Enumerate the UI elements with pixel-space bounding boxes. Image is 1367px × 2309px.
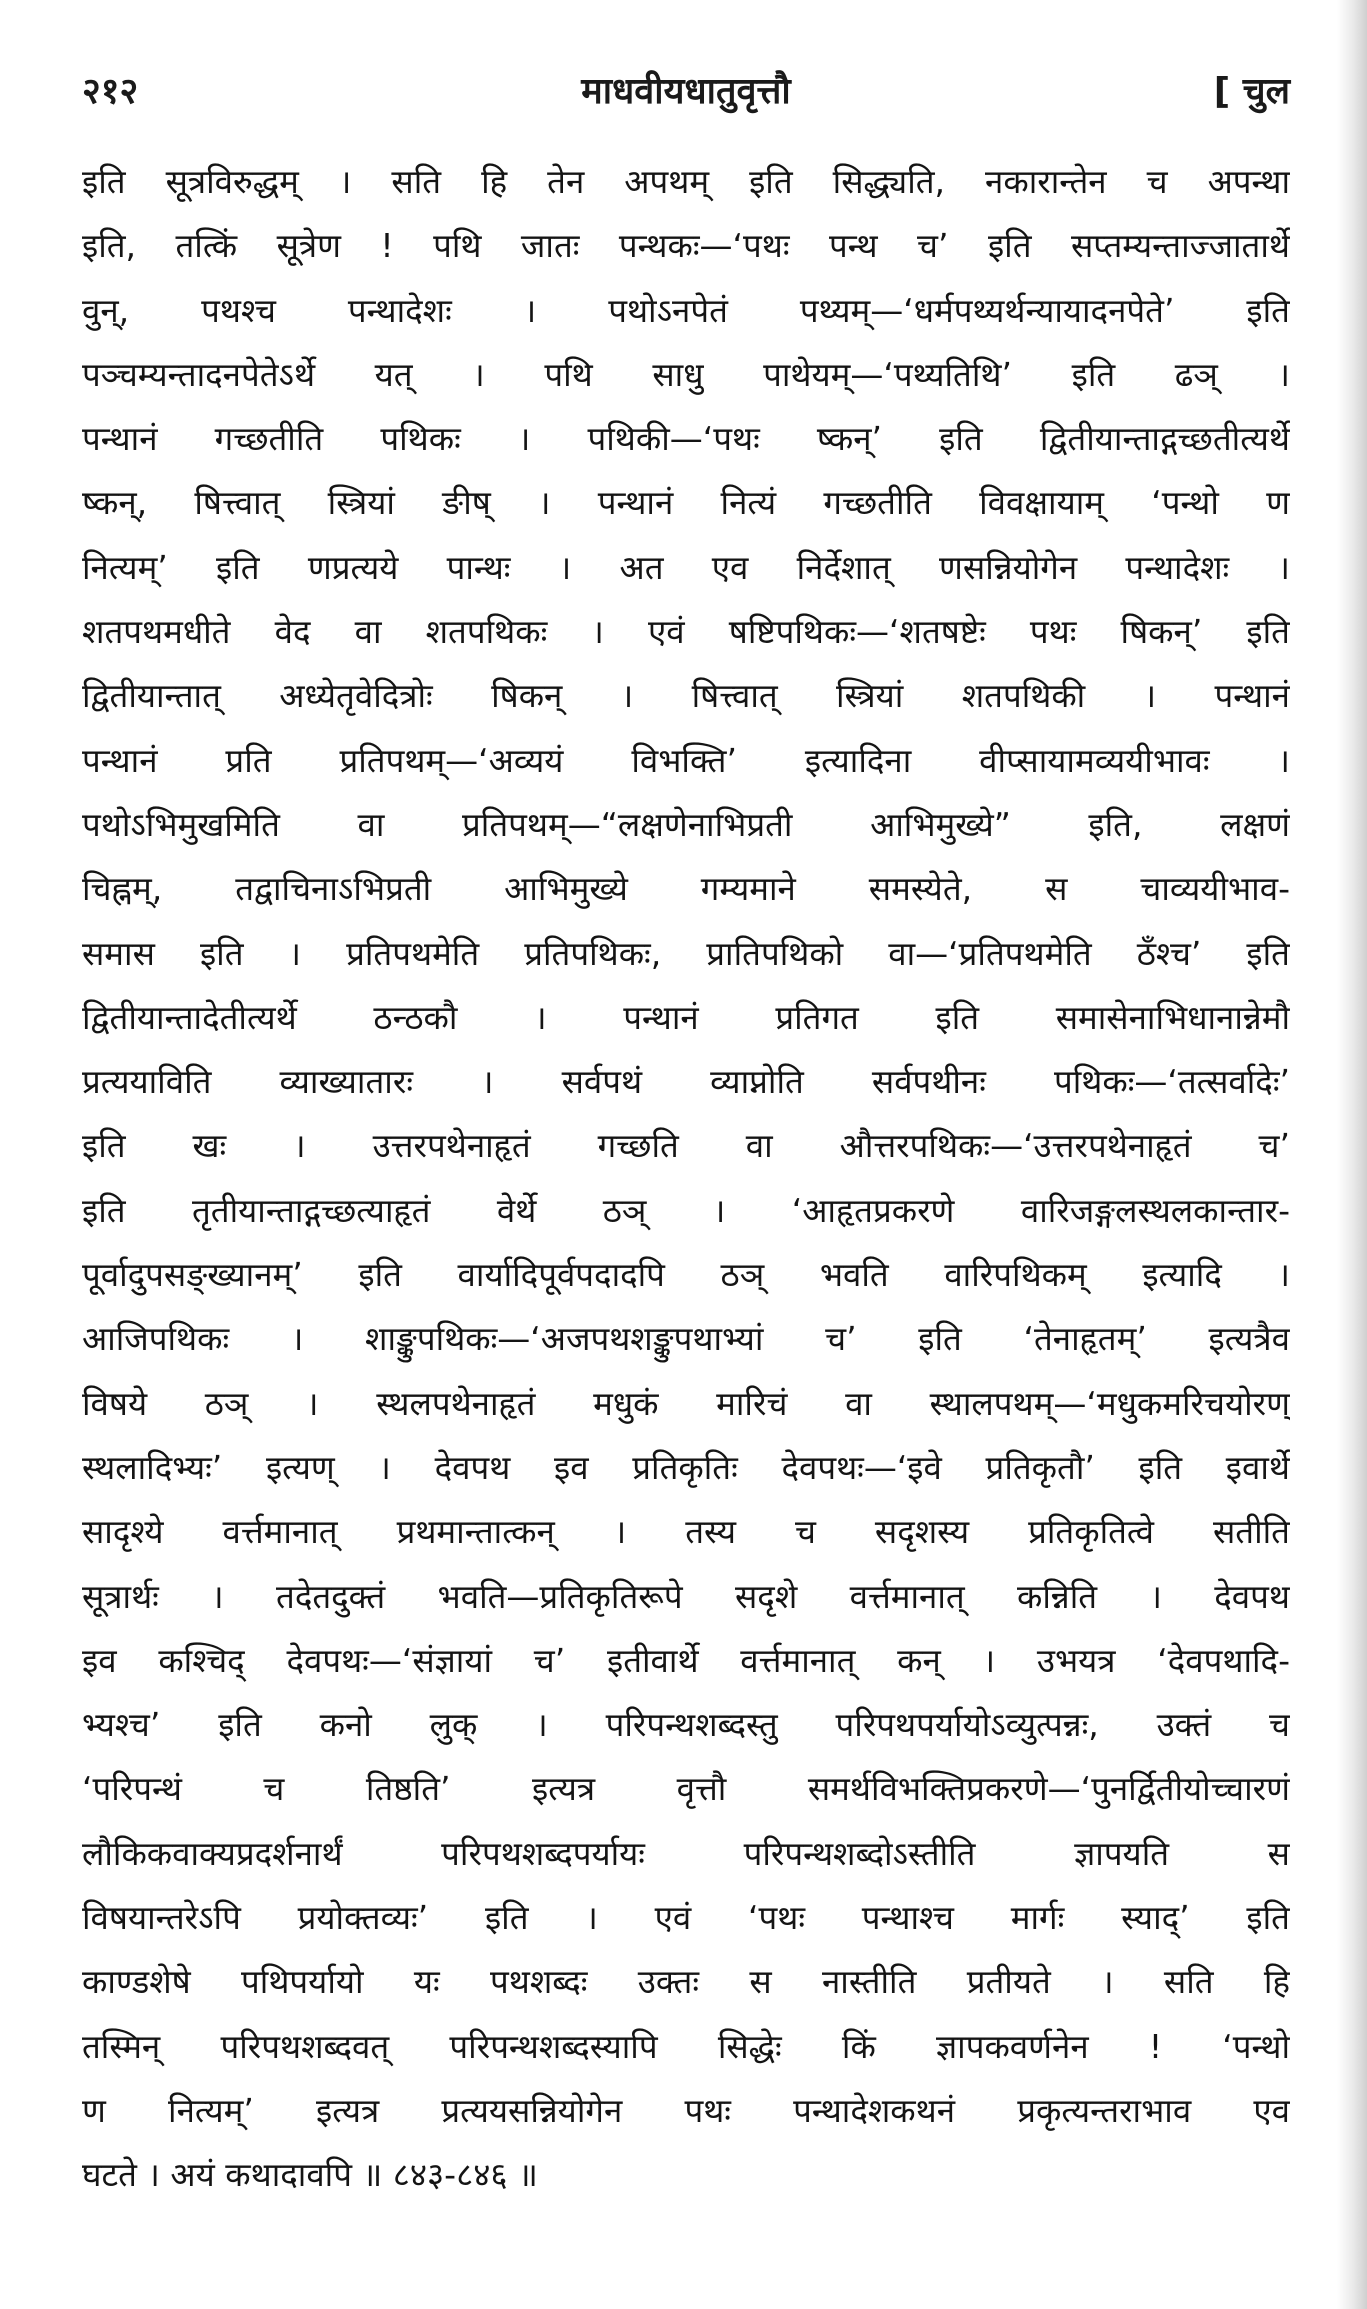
text-line: पथोऽभिमुखमिति वा प्रतिपथम्—“लक्षणेनाभिप्रती आभिमुख्ये” इति, लक्षणं [82, 804, 1290, 844]
text-line: स्थलादिभ्यः’ इत्यण् । देवपथ इव प्रतिकृतिः देवपथः—‘इवे प्रतिकृतौ’ इति इवार्थे [82, 1447, 1290, 1487]
text-line: द्वितीयान्तादेतीत्यर्थे ठन्ठकौ । पन्थानं प्रतिगत इति समासेनाभिधानान्नेमौ [82, 997, 1290, 1037]
page-edge-shadow [1337, 0, 1367, 2309]
running-title: माधवीयधातुवृत्तौ [581, 71, 791, 112]
page-number: २१२ [82, 71, 139, 112]
text-line: इति तृतीयान्ताद्गच्छत्याहृतं वेर्थे ठञ् । ‘आहृतप्रकरणे वारिजङ्गलस्थलकान्तार- [82, 1190, 1290, 1230]
text-line: आजिपथिकः । शाङ्कुपथिकः—‘अजपथशङ्कुपथाभ्यां च’ इति ‘तेनाहृतम्’ इत्यत्रैव [82, 1319, 1290, 1359]
text-line: घटते । अयं कथादावपि ॥ ८४३-८४६ ॥ [82, 2155, 538, 2195]
text-line: इति सूत्रविरुद्धम् । सति हि तेन अपथम् इति सिद्ध्यति, नकारान्तेन च अपन्था [82, 162, 1290, 201]
text-line: लौकिकवाक्यप्रदर्शनार्थं परिपथशब्दपर्यायः परिपन्थशब्दोऽस्तीति ज्ञापयति स [82, 1833, 1290, 1873]
text-line: काण्डशेषे पथिपर्यायो यः पथशब्दः उक्तः स नास्तीति प्रतीयते । सति हि [82, 1962, 1290, 2002]
text-line: द्वितीयान्तात् अध्येतृवेदित्रोः षिकन् । षित्त्वात् स्त्रियां शतपथिकी । पन्थानं [82, 676, 1290, 716]
text-line: सादृश्ये वर्त्तमानात् प्रथमान्तात्कन् । तस्य च सदृशस्य प्रतिकृतित्वे सतीति [82, 1512, 1290, 1552]
text-line: समास इति । प्रतिपथमेति प्रतिपथिकः, प्रातिपथिको वा—‘प्रतिपथमेति ठँश्च’ इति [82, 933, 1290, 973]
text-line: पन्थानं गच्छतीति पथिकः । पथिकी—‘पथः ष्कन्’ इति द्वितीयान्ताद्गच्छतीत्यर्थे [82, 419, 1290, 459]
text-line: वुन्, पथश्च पन्थादेशः । पथोऽनपेतं पथ्यम्—‘धर्मपथ्यर्थन्यायादनपेते’ इति [82, 290, 1290, 330]
text-line: पूर्वादुपसङ्ख्यानम्’ इति वार्यादिपूर्वपदादपि ठञ् भवति वारिपथिकम् इत्यादि । [82, 1255, 1290, 1295]
text-line: इति खः । उत्तरपथेनाहृतं गच्छति वा औत्तरपथिकः—‘उत्तरपथेनाहृतं च’ [82, 1126, 1290, 1166]
text-line: विषये ठञ् । स्थलपथेनाहृतं मधुकं मारिचं वा स्थालपथम्—‘मधुकमरिचयोरण् [82, 1383, 1290, 1423]
text-line: ण नित्यम्’ इत्यत्र प्रत्ययसन्नियोगेन पथः पन्थादेशकथनं प्रकृत्यन्तराभाव एव [82, 2090, 1290, 2130]
body-text [82, 150, 1290, 2210]
text-line: तस्मिन् परिपथशब्दवत् परिपन्थशब्दस्यापि सिद्धेः किं ज्ञापकवर्णनेन ! ‘पन्थो [82, 2026, 1290, 2066]
text-line: प्रत्ययाविति व्याख्यातारः । सर्वपथं व्याप्नोति सर्वपथीनः पथिकः—‘तत्सर्वादेः’ [82, 1062, 1290, 1102]
page-header [82, 62, 1290, 122]
text-line: शतपथमधीते वेद वा शतपथिकः । एवं षष्टिपथिकः—‘शतषष्टेः पथः षिकन्’ इति [82, 612, 1290, 652]
text-line: पन्थानं प्रति प्रतिपथम्—‘अव्ययं विभक्ति’ इत्यादिना वीप्सायामव्ययीभावः । [82, 740, 1290, 780]
text-line: पञ्चम्यन्तादनपेतेऽर्थे यत् । पथि साधु पाथेयम्—‘पथ्यतिथि’ इति ढञ् । [82, 354, 1290, 394]
text-line: इति, तत्किं सूत्रेण ! पथि जातः पन्थकः—‘पथः पन्थ च’ इति सप्तम्यन्ताज्जातार्थे [82, 226, 1290, 266]
text-line: चिह्नम्, तद्वाचिनाऽभिप्रती आभिमुख्ये गम्यमाने समस्येते, स चाव्ययीभाव- [82, 869, 1290, 909]
text-line: नित्यम्’ इति णप्रत्यये पान्थः । अत एव निर्देशात् णसन्नियोगेन पन्थादेशः । [82, 547, 1290, 587]
text-line: सूत्रार्थः । तदेतदुक्तं भवति—प्रतिकृतिरूपे सदृशे वर्त्तमानात् कन्निति । देवपथ [82, 1576, 1290, 1616]
text-line: भ्यश्च’ इति कनो लुक् । परिपन्थशब्दस्तु परिपथपर्यायोऽव्युत्पन्नः, उक्तं च [82, 1705, 1290, 1745]
section-marker: [ चुल [1213, 71, 1290, 112]
text-line: इव कश्चिद् देवपथः—‘संज्ञायां च’ इतीवार्थे वर्त्तमानात् कन् । उभयत्र ‘देवपथादि- [82, 1640, 1290, 1680]
text-line: विषयान्तरेऽपि प्रयोक्तव्यः’ इति । एवं ‘पथः पन्थाश्च मार्गः स्याद्’ इति [82, 1898, 1290, 1938]
text-line: ष्कन्, षित्त्वात् स्त्रियां ङीष् । पन्थानं नित्यं गच्छतीति विवक्षायाम् ‘पन्थो ण [82, 483, 1290, 523]
text-line: ‘परिपन्थं च तिष्ठति’ इत्यत्र वृत्तौ समर्थविभक्तिप्रकरणे—‘पुनर्द्वितीयोच्चारणं [82, 1769, 1290, 1809]
